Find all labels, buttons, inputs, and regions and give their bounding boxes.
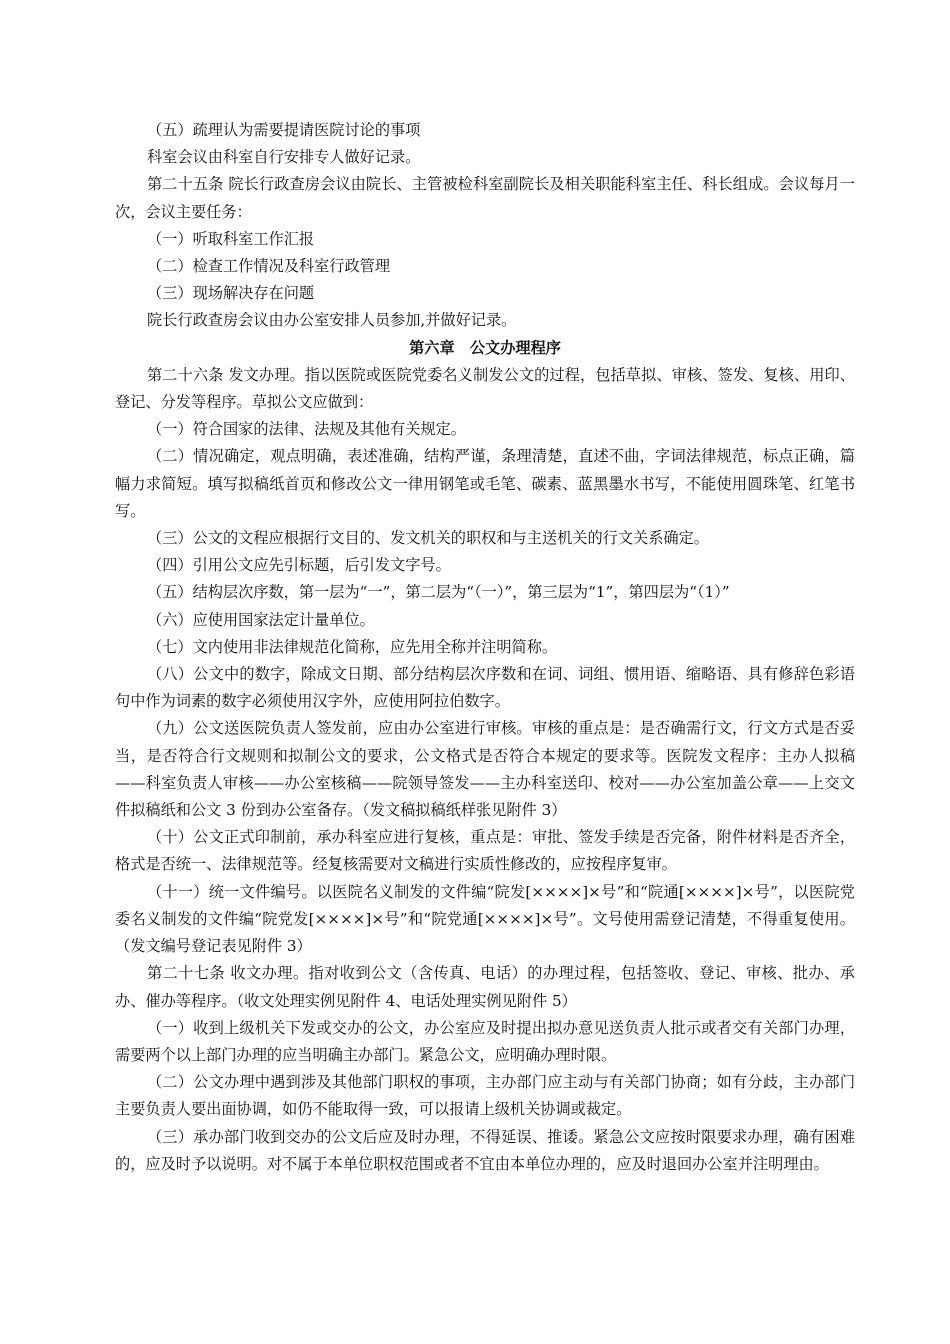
paragraph: （四）引用公文应先引标题，后引发文字号。 [147, 556, 451, 575]
paragraph: （十一）统一文件编号。以医院名义制发的文件编“院发[××××]×号”和“院通[××××]×号”，以医院党委名义制发的文件编“院党发[××××]×号”和“院党通[××××]×号”。文号使用需登记清楚，不得重复使用。（发文编号登记表见附件 3） [115, 882, 855, 956]
article-27-paragraph: 第二十七条 收文办理。指对收到公文（含传真、电话）的办理过程，包括签收、登记、审核、批办、承办、催办等程序。（收文处理实例见附件 4、电话处理实例见附件 5） [115, 964, 855, 1010]
paragraph: 科室会议由科室自行安排专人做好记录。 [147, 148, 421, 167]
article-25-paragraph: 第二十五条 院长行政查房会议由院长、主管被检科室副院长及相关职能科室主任、科长组成。会议每月一次，会议主要任务： [115, 175, 855, 221]
paragraph: （二）公文办理中遇到涉及其他部门职权的事项，主办部门应主动与有关部门协商；如有分歧，主办部门主要负责人要出面协调，如仍不能取得一致，可以报请上级机关协调或裁定。 [115, 1073, 855, 1119]
paragraph: （二）检查工作情况及科室行政管理 [147, 257, 390, 276]
paragraph: （三）承办部门收到交办的公文后应及时办理，不得延误、推诿。紧急公文应按时限要求办理，确有困难的，应及时予以说明。对不属于本单位职权范围或者不宜由本单位办理的，应及时退回办公室并注明理由。 [115, 1127, 855, 1173]
paragraph: （一）听取科室工作汇报 [147, 229, 315, 248]
paragraph: （八）公文中的数字，除成文日期、部分结构层次序数和在词、词组、惯用语、缩略语、具有修辞色彩语句中作为词素的数字必须使用汉字外，应使用阿拉伯数字。 [115, 665, 855, 711]
paragraph: （五）结构层次序数，第一层为“一”，第二层为“（一）”，第三层为“1”，第四层为“（1）” [147, 583, 730, 602]
article-26-paragraph: 第二十六条 发文办理。指以医院或医院党委名义制发公文的过程，包括草拟、审核、签发、复核、用印、登记、分发等程序。草拟公文应做到： [115, 365, 855, 412]
paragraph: （十）公文正式印制前，承办科室应进行复核，重点是：审批、签发手续是否完备，附件材料是否齐全，格式是否统一、法律规范等。经复核需要对文稿进行实质性修改的，应按程序复审。 [115, 828, 855, 874]
paragraph: （二）情况确定，观点明确，表述准确，结构严谨，条理清楚，直述不曲，字词法律规范，标点正确，篇幅力求简短。填写拟稿纸首页和修改公文一律用钢笔或毛笔、碳素、蓝黑墨水书写，不能使用圆珠笔、红笔书写。 [115, 447, 855, 520]
paragraph: （一）收到上级机关下发或交办的公文，办公室应及时提出拟办意见送负责人批示或者交有关部门办理，需要两个以上部门办理的应当明确主办部门。紧急公文，应明确办理时限。 [115, 1018, 855, 1064]
paragraph: （三）公文的文程应根据行文目的、发文机关的职权和与主送机关的行文关系确定。 [147, 529, 709, 548]
paragraph: 院长行政查房会议由办公室安排人员参加,并做好记录。 [147, 311, 517, 330]
paragraph: （五）疏理认为需要提请医院讨论的事项 [147, 121, 421, 139]
paragraph: （九）公文送医院负责人签发前，应由办公室进行审核。审核的重点是：是否确需行文，行文方式是否妥当，是否符合行文规则和拟制公文的要求，公文格式是否符合本规定的要求等。医院发文程序：主办人拟稿——科室负责人审核——办公室核稿——院领导签发——主办科室送印、校对——办公室加盖公章——上交文件拟稿纸和公文 3 份到办公室备存。（发文稿拟稿纸样张见附件 3） [115, 719, 855, 820]
paragraph: （六）应使用国家法定计量单位。 [147, 610, 375, 629]
paragraph: （七）文内使用非法律规范化简称，应先用全称并注明简称。 [147, 637, 558, 656]
paragraph: （一）符合国家的法律、法规及其他有关规定。 [147, 420, 466, 439]
paragraph: （三）现场解决存在问题 [147, 284, 315, 303]
chapter-heading: 第六章 公文办理程序 [409, 338, 561, 357]
document-page [115, 117, 855, 1178]
